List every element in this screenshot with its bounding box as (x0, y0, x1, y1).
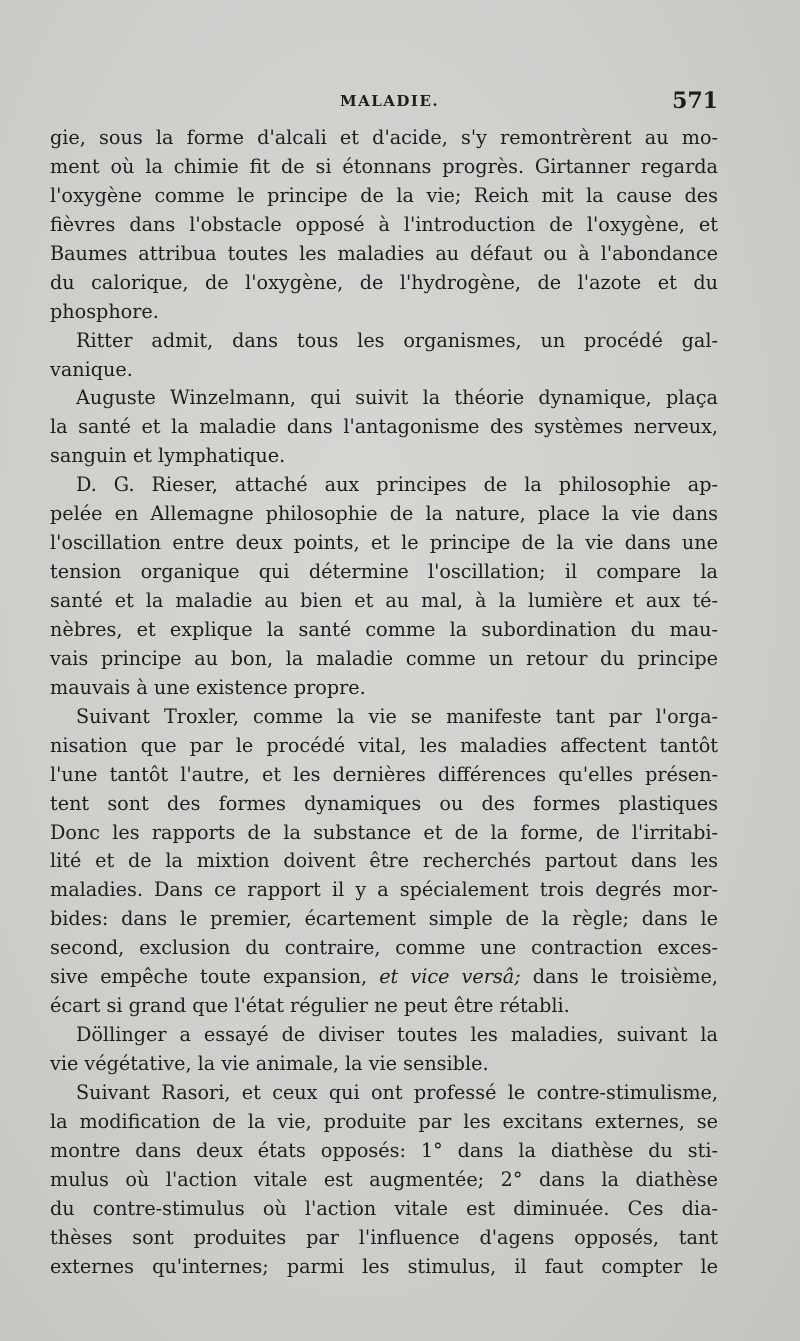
text-line (50, 1108, 718, 1137)
text-line (50, 732, 718, 761)
body-text (50, 124, 718, 1282)
line-text: sanguin et lymphatique. (50, 444, 286, 468)
text-line (50, 847, 718, 876)
line-text: fièvres dans l'obstacle opposé à l'introduction de l'oxygène, et (50, 212, 718, 236)
text-line (50, 992, 718, 1021)
italic-phrase: et vice versâ; (379, 965, 521, 989)
text-line (50, 558, 718, 587)
running-title: MALADIE. (340, 92, 440, 110)
text-line (50, 211, 718, 240)
line-text: phosphore. (50, 299, 159, 323)
text-line (50, 384, 718, 413)
line-text: vais principe au bon, la maladie comme un retour du principe (50, 646, 718, 670)
text-line (50, 182, 718, 211)
text-line (50, 1137, 718, 1166)
text-line (50, 298, 718, 327)
text-line (50, 269, 718, 298)
line-text: Ritter admit, dans tous les organismes, un procédé gal- (76, 328, 718, 352)
line-text: Baumes attribua toutes les maladies au défaut ou à l'abondance (50, 241, 718, 265)
line-text: bides: dans le premier, écartement simple de la règle; dans le (50, 907, 718, 931)
line-text: Suivant Rasori, et ceux qui ont professé le contre-stimulisme, (76, 1080, 718, 1104)
line-text: maladies. Dans ce rapport il y a spécialement trois degrés mor- (50, 878, 718, 902)
text-line (50, 1021, 718, 1050)
line-text: du contre-stimulus où l'action vitale est diminuée. Ces dia- (50, 1196, 718, 1220)
line-text: tension organique qui détermine l'oscillation; il compare la (50, 560, 718, 584)
text-line (50, 1079, 718, 1108)
text-line (50, 124, 718, 153)
text-line (50, 500, 718, 529)
line-text: vie végétative, la vie animale, la vie sensible. (50, 1052, 489, 1075)
text-line (50, 327, 718, 356)
line-text: Auguste Winzelmann, qui suivit la théorie dynamique, plaça (76, 386, 718, 410)
text-line (50, 529, 718, 558)
text-line (50, 1166, 718, 1195)
line-text: l'oscillation entre deux points, et le principe de la vie dans une (50, 531, 718, 555)
text-line (50, 356, 718, 385)
line-text: pelée en Allemagne philosophie de la nature, place la vie dans (50, 502, 718, 526)
line-text: du calorique, de l'oxygène, de l'hydrogène, de l'azote et du (50, 270, 718, 294)
line-text-after: dans le troisième, (520, 965, 718, 989)
text-line (50, 240, 718, 269)
text-line (50, 471, 718, 500)
text-line (50, 674, 718, 703)
line-text: montre dans deux états opposés: 1° dans la diathèse du sti- (50, 1138, 718, 1162)
line-text: Donc les rapports de la substance et de la forme, de l'irritabi- (50, 820, 718, 844)
line-text: nèbres, et explique la santé comme la subordination du mau- (50, 617, 718, 641)
text-line (50, 1253, 718, 1282)
line-text: l'oxygène comme le principe de la vie; Reich mit la cause des (50, 183, 718, 207)
text-line (50, 645, 718, 674)
text-line (50, 413, 718, 442)
text-line (50, 876, 718, 905)
text-line (50, 934, 718, 963)
line-text: l'une tantôt l'autre, et les dernières différences qu'elles présen- (50, 762, 718, 786)
line-text: lité et de la mixtion doivent être recherchés partout dans les (50, 849, 718, 873)
text-line (50, 963, 718, 992)
page-number: 571 (672, 88, 718, 114)
page-header (50, 88, 718, 118)
text-line (50, 587, 718, 616)
line-text: ment où la chimie fit de si étonnans progrès. Girtanner regarda (50, 154, 718, 178)
line-text: sive empêche toute expansion, (50, 965, 368, 989)
text-line (50, 153, 718, 182)
line-text: second, exclusion du contraire, comme une contraction exces- (50, 936, 718, 960)
text-line (50, 790, 718, 819)
line-text: mulus où l'action vitale est augmentée; 2° dans la diathèse (50, 1167, 718, 1191)
line-text: tent sont des formes dynamiques ou des formes plastiques (50, 791, 718, 815)
line-text: D. G. Rieser, attaché aux principes de la philosophie ap- (76, 473, 718, 497)
line-text: écart si grand que l'état régulier ne peut être rétabli. (50, 994, 570, 1018)
text-line (50, 616, 718, 645)
text-line (50, 1195, 718, 1224)
line-text: nisation que par le procédé vital, les maladies affectent tantôt (50, 733, 718, 757)
text-line (50, 442, 718, 471)
text-line (50, 905, 718, 934)
line-text: la santé et la maladie dans l'antagonisme des systèmes nerveux, (50, 415, 718, 439)
text-line (50, 1224, 718, 1253)
line-text: externes qu'internes; parmi les stimulus, il faut compter le (50, 1254, 718, 1278)
text-line (50, 819, 718, 848)
text-line (50, 1050, 718, 1079)
line-text: thèses sont produites par l'influence d'agens opposés, tant (50, 1225, 718, 1249)
line-text: Suivant Troxler, comme la vie se manifeste tant par l'orga- (76, 704, 718, 728)
text-line (50, 703, 718, 732)
line-text: Döllinger a essayé de diviser toutes les maladies, suivant la (76, 1023, 718, 1047)
text-line (50, 761, 718, 790)
line-text: santé et la maladie au bien et au mal, à la lumière et aux té- (50, 589, 718, 612)
line-text: gie, sous la forme d'alcali et d'acide, s'y remontrèrent au mo- (50, 126, 718, 149)
line-text: mauvais à une existence propre. (50, 675, 366, 699)
line-text: vanique. (50, 357, 133, 381)
line-text: la modification de la vie, produite par les excitans externes, se (50, 1109, 718, 1133)
